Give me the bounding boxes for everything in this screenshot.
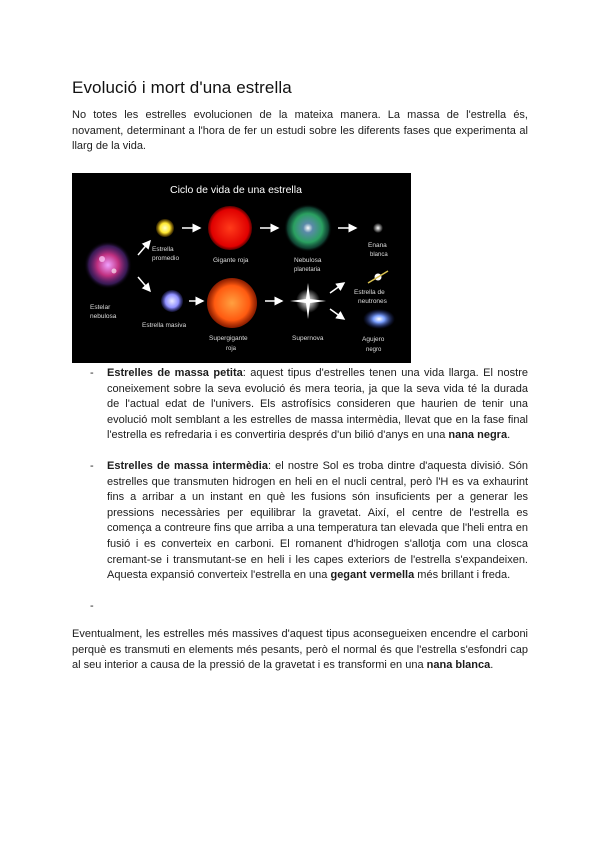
star-life-cycle-figure (72, 173, 411, 363)
label-planetary-nebula-1: Nebulosa (294, 257, 322, 264)
term-black-dwarf: nana negra (448, 429, 508, 442)
term-white-dwarf: nana blanca (426, 659, 491, 672)
intro-paragraph: No totes les estrelles evolucionen de la mateixa manera. La massa de l'estrella és, novament, determinant a l'hora de fer un estudi sobre les diferents fases que experimenta al llarg de la vida. (72, 109, 528, 153)
label-neutron-star-1: Estrella de (354, 289, 385, 296)
term-intermediate-mass-stars: Estrelles de massa intermèdia (107, 459, 268, 472)
small-mass-end: . (507, 429, 511, 442)
label-supernova: Supernova (292, 335, 324, 342)
supernova-flare (290, 283, 326, 319)
red-giant-image (208, 206, 252, 250)
arrow-nebula-to-massive (138, 277, 150, 291)
label-nebula-2: nebulosa (90, 313, 117, 320)
black-hole-image (363, 309, 395, 329)
list-dash: - (90, 459, 94, 472)
label-neutron-star-2: neutrones (358, 298, 387, 305)
closing-end: . (490, 659, 494, 672)
label-red-giant: Gigante roja (213, 257, 249, 264)
closing-text: Eventualment, les estrelles més massives d'aquest tipus aconsegueixen encendre el carboni perquè es transmuti en elements més pesants, però el normal és que l'estrella s'esfondri cap al seu interior a causa de la pressió de la gravetat i es transformi en una (72, 628, 528, 672)
label-black-hole-2: negro (366, 347, 382, 353)
intermediate-mass-end: més brillant i freda. (414, 569, 511, 582)
label-white-dwarf-2: blanca (370, 252, 388, 258)
figure-title: Ciclo de vida de una estrella (170, 184, 302, 196)
list-item-intermediate-mass (72, 459, 528, 584)
nebula-highlight (112, 269, 117, 274)
arrow-supernova-to-blackhole (330, 309, 344, 319)
label-nebula-1: Estelar (90, 304, 111, 311)
list-dash: - (90, 599, 94, 612)
red-supergiant-image (207, 278, 257, 328)
document-page (72, 78, 529, 672)
term-small-mass-stars: Estrelles de massa petita (107, 367, 243, 379)
label-massive-star: Estrella masiva (142, 322, 187, 329)
label-planetary-nebula-2: planetaria (294, 267, 321, 273)
planetary-nebula-image (284, 204, 332, 252)
list-item-small-mass (72, 366, 528, 444)
arrow-nebula-to-average (138, 241, 150, 255)
average-star-image (156, 219, 174, 237)
stellar-nebula-image (84, 241, 132, 289)
massive-star-image (161, 290, 183, 312)
arrow-supernova-to-neutron (330, 283, 344, 293)
star-types-list (72, 366, 528, 613)
neutron-star-beam (368, 271, 388, 283)
small-mass-text: : aquest tipus d'estrelles tenen una vida llarga. El nostre coneixement sobre la seva evolució és mera teoria, ja que la seva vida té la durada de l'actual edat de l'univers. Els astrofísics consideren que haurien de tenir una evolució molt semblant a les estrelles de massa intermèdia, llevat que en la fase final l'estrella es refredaria i es convertiria després d'un bilió d'anys en una (107, 367, 528, 442)
list-dash: - (90, 367, 94, 379)
nebula-highlight (99, 256, 105, 262)
intermediate-mass-text: : el nostre Sol es troba dintre d'aquesta divisió. Són estrelles que transmuten hidrogen en heli en el nucli central, però l'H es va exhaurint fins a arribar a un instant en què les fusions són insuficients per a generar les pressions necessàries per equilibrar la gravetat. Així, el centre de l'estrella es comença a contreure fins que arriba a una temperatura tan elevada que l'heli entra en fusió i es converteix en carboni. El romanent d'hidrogen s'allotja com una closca cremant-se i transmutant-se en heli i les capes exteriors de l'estrella s'expandeixen. Aquesta expansió converteix l'estrella en una (107, 459, 529, 582)
list-item-empty (72, 599, 528, 613)
closing-paragraph (72, 627, 528, 674)
label-average-star-2: promedio (152, 255, 180, 262)
label-black-hole-1: Agujero (362, 336, 385, 343)
term-red-giant: gegant vermella (330, 569, 415, 582)
page-title: Evolució i mort d'una estrella (72, 78, 292, 97)
label-white-dwarf-1: Enana (368, 242, 387, 249)
label-red-supergiant-1: Supergigante (209, 335, 248, 342)
label-red-supergiant-2: roja (226, 346, 237, 352)
label-average-star-1: Estrella (152, 246, 174, 253)
white-dwarf-image (373, 223, 383, 233)
star-life-cycle-diagram (72, 173, 411, 363)
